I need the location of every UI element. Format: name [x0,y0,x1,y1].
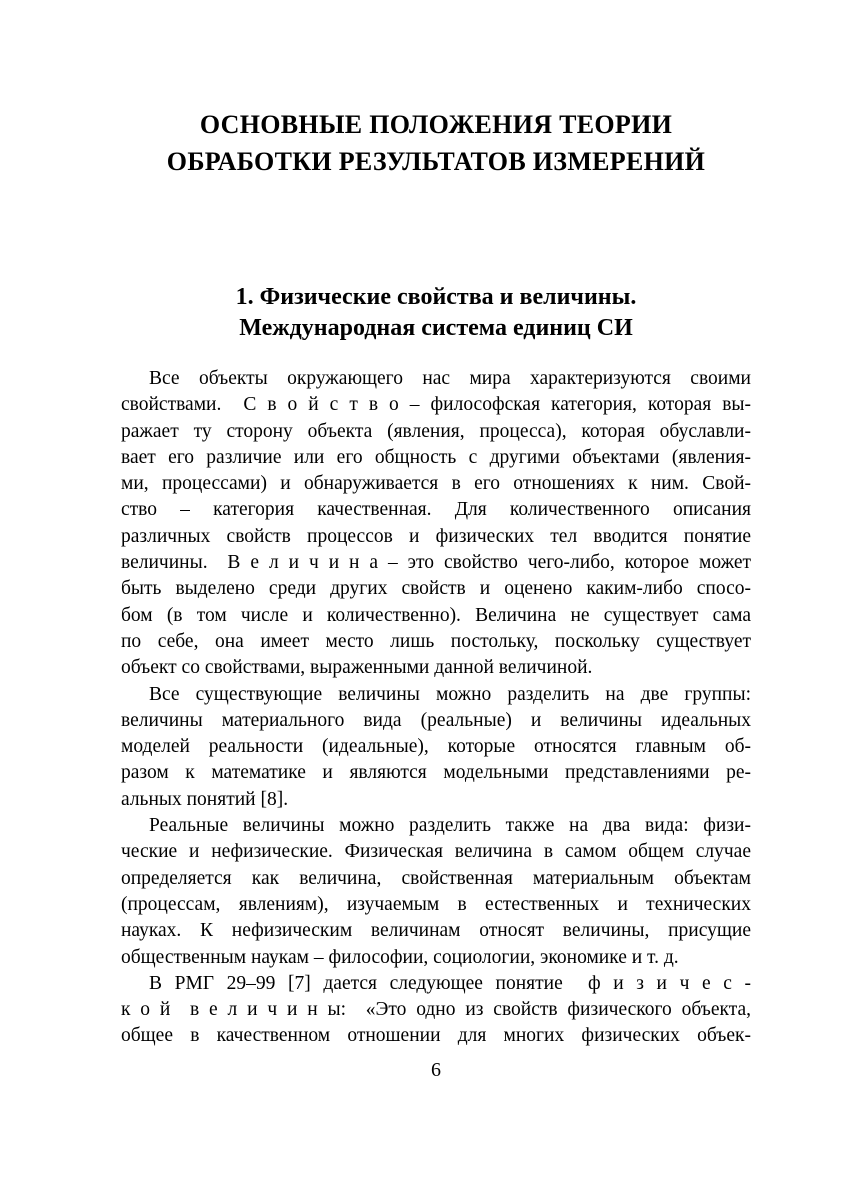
section-heading-line-2: Международная система единиц СИ [239,315,633,341]
text-line: вает его различие или его общность с другими объектами (явления- [121,446,751,468]
text-line: науках. К нефизическим величинам относят величины, присущие [121,920,751,942]
text-line: быть выделено среди других свойств и оценено каким-либо спосо- [121,578,751,600]
text-line: объект со свойствами, выраженными данной величиной. [121,657,593,679]
text-line: к о й в е л и ч и н ы: «Это одно из свойств физического объекта, [121,999,751,1021]
body-text [121,366,751,1050]
document-title-line-1: ОСНОВНЫЕ ПОЛОЖЕНИЯ ТЕОРИИ [199,110,673,139]
text-line: разом к математике и являются модельными представлениями ре- [121,762,751,784]
text-line: В РМГ 29–99 [7] дается следующее понятие ф и з и ч е с - [149,972,751,994]
text-line: ство – категория качественная. Для количественного описания [121,499,751,521]
text-line: свойствами. С в о й с т в о – философская категория, которая вы- [121,394,751,416]
section-heading [121,282,751,344]
text-line: бом (в том числе и количественно). Величина не существует сама [121,604,751,626]
text-block [121,0,751,1082]
text-line: ми, процессами) и обнаруживается в его отношениях к ним. Свой- [121,473,751,495]
text-line: величины. В е л и ч и н а – это свойство чего-либо, которое может [121,552,751,574]
text-line: по себе, она имеет место лишь постольку, поскольку существует [121,630,751,652]
section-heading-line-1: 1. Физические свойства и величины. [235,284,637,310]
text-line: Все существующие величины можно разделить на две группы: [149,683,751,705]
text-line: различных свойств процессов и физических тел вводится понятие [121,525,751,547]
text-line: (процессам, явлениям), изучаемым в естественных и технических [121,893,751,915]
paragraph-3 [121,813,751,971]
text-line: альных понятий [8]. [121,788,289,810]
text-line: ражает ту сторону объекта (явления, процесса), которая обуславли- [121,420,751,442]
page-number: 6 [431,1058,441,1081]
document-title-line-2: ОБРАБОТКИ РЕЗУЛЬТАТОВ ИЗМЕРЕНИЙ [166,147,706,176]
text-line: Реальные величины можно разделить также на два вида: физи- [149,815,751,837]
text-line: моделей реальности (идеальные), которые относятся главным об- [121,736,751,758]
document-title [121,106,751,180]
text-line: ческие и нефизические. Физическая величина в самом общем случае [121,841,751,863]
text-line: Все объекты окружающего нас мира характеризуются своими [149,368,751,389]
paragraph-4 [121,971,751,1050]
text-line: общественным наукам – философии, социологии, экономике и т. д. [121,946,679,968]
text-line: определяется как величина, свойственная материальным объектам [121,867,751,889]
text-line: величины материального вида (реальные) и величины идеальных [121,709,751,731]
paragraph-2 [121,682,751,813]
paragraph-1 [121,366,751,682]
text-line: общее в качественном отношении для многих физических объек- [121,1025,751,1047]
